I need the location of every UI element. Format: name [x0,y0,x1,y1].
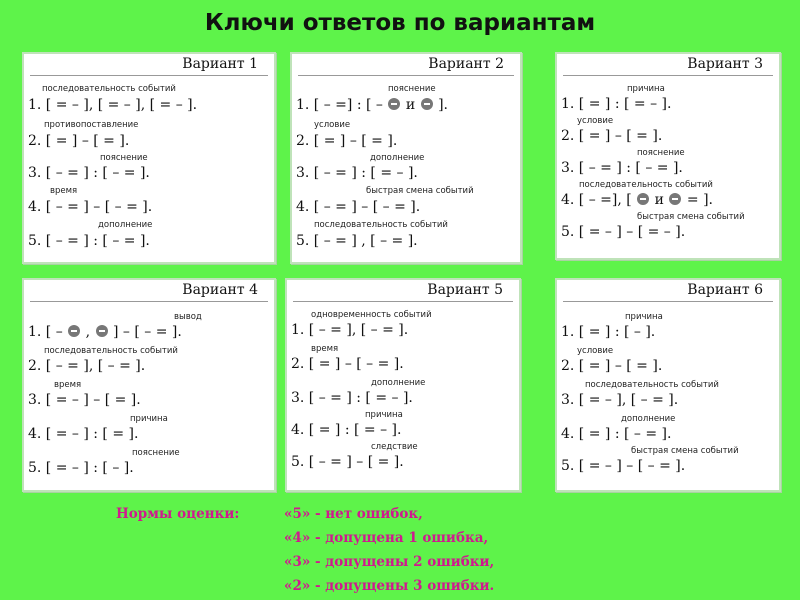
answer-line: 2. [ = ] – [ = ]. [28,133,130,149]
answer-line [28,324,182,341]
variant-title: Вариант 4 [182,282,258,298]
answer-note: время [54,380,82,390]
answer-line: 2. [ = ] – [ = ]. [296,133,398,149]
answer-note: вывод [174,312,202,322]
answer-note: одновременность событий [311,310,432,320]
answer-note: дополнение [370,153,425,163]
answer-line: 4. [ = ] : [ = – ]. [291,422,402,438]
variant-title: Вариант 6 [687,282,763,298]
divider [563,75,773,76]
answer-line: 2. [ = ] – [ = ]. [561,128,663,144]
answer-part: ]. [438,97,448,113]
answer-line: 3. [ – = ] : [ = – ]. [296,165,418,181]
variant-card-2 [290,52,522,264]
answer-note: пояснение [388,84,436,94]
sad-face-icon [669,193,681,205]
answer-line: 5. [ – = ] : [ – = ]. [28,233,150,249]
variant-card-4 [22,278,276,492]
divider [30,75,268,76]
answer-note: последовательность событий [585,380,719,390]
divider [30,301,268,302]
answer-note: последовательность событий [44,346,178,356]
answer-part: 4. [ – =], [ [561,192,632,208]
sad-face-icon [68,325,80,337]
answer-line: 3. [ – = ] : [ – = ]. [561,160,683,176]
variant-card-5 [285,278,521,492]
answer-line: 3. [ = – ], [ – = ]. [561,392,679,408]
answer-part: , [85,324,91,340]
answer-line [296,97,448,114]
answer-note: следствие [371,442,418,452]
answer-note: причина [365,410,403,420]
sad-face-icon [96,325,108,337]
answer-note: дополнение [621,414,676,424]
answer-note: время [50,186,78,196]
answer-part: и [405,97,416,113]
answer-line: 1. [ = ] : [ – ]. [561,324,656,340]
answer-note: условие [577,346,614,356]
variant-title: Вариант 5 [427,282,503,298]
grading-line: «5» - нет ошибок, [284,506,423,522]
answer-note: дополнение [371,378,426,388]
answer-part: 1. [ – [28,324,63,340]
answer-note: условие [314,120,351,130]
grading-label: Нормы оценки: [116,506,240,522]
grading-line: «4» - допущена 1 ошибка, [284,530,489,546]
answer-line: 2. [ – = ], [ – = ]. [28,358,146,374]
answer-note: причина [627,84,665,94]
sad-face-icon [388,98,400,110]
answer-part: и [654,192,664,208]
answer-note: условие [577,116,614,126]
grading-line: «3» - допущены 2 ошибки, [284,554,495,570]
variant-card-3 [555,52,781,260]
answer-note: причина [130,414,168,424]
answer-part: = ]. [686,192,713,208]
answer-note: противопоставление [44,120,139,130]
variant-title: Вариант 2 [428,56,504,72]
answer-line: 5. [ – = ] , [ – = ]. [296,233,418,249]
page-title: Ключи ответов по вариантам [204,10,596,36]
answer-line: 3. [ – = ] : [ – = ]. [28,165,150,181]
divider [563,301,773,302]
answer-line [561,192,713,209]
answer-line: 5. [ – = ] – [ = ]. [291,454,404,470]
variant-title: Вариант 3 [687,56,763,72]
answer-line: 3. [ – = ] : [ = – ]. [291,390,413,406]
sad-face-icon [637,193,649,205]
answer-line: 4. [ – = ] – [ – = ]. [28,199,153,215]
answer-line: 4. [ = – ] : [ = ]. [28,426,139,442]
answer-note: пояснение [132,448,180,458]
answer-line: 2. [ = ] – [ = ]. [561,358,663,374]
variant-card-6 [555,278,781,492]
answer-note: последовательность событий [314,220,448,230]
answer-part: 1. [ – =] : [ – [296,97,383,113]
answer-note: быстрая смена событий [631,446,739,456]
answer-note: дополнение [98,220,153,230]
answer-note: последовательность событий [579,180,713,190]
sad-face-icon [421,98,433,110]
divider [298,75,514,76]
answer-line: 1. [ – = ], [ – = ]. [291,322,409,338]
divider [293,301,513,302]
answer-note: пояснение [637,148,685,158]
answer-line: 4. [ – = ] – [ – = ]. [296,199,421,215]
answer-line: 4. [ = ] : [ – = ]. [561,426,672,442]
variant-title: Вариант 1 [182,56,258,72]
answer-note: быстрая смена событий [366,186,474,196]
answer-part: ] – [ – = ]. [113,324,182,340]
answer-line: 5. [ = – ] – [ = – ]. [561,224,686,240]
answer-line: 1. [ = ] : [ = – ]. [561,96,672,112]
answer-line: 1. [ = – ], [ = – ], [ = – ]. [28,97,198,113]
answer-line: 3. [ = – ] – [ = ]. [28,392,141,408]
variant-card-1 [22,52,276,264]
answer-line: 5. [ = – ] – [ – = ]. [561,458,686,474]
answer-note: последовательность событий [42,84,176,94]
answer-note: время [311,344,339,354]
answer-note: пояснение [100,153,148,163]
answer-line: 5. [ = – ] : [ – ]. [28,460,134,476]
answer-note: быстрая смена событий [637,212,745,222]
answer-note: причина [625,312,663,322]
answer-line: 2. [ = ] – [ – = ]. [291,356,404,372]
grading-line: «2» - допущены 3 ошибки. [284,578,495,594]
